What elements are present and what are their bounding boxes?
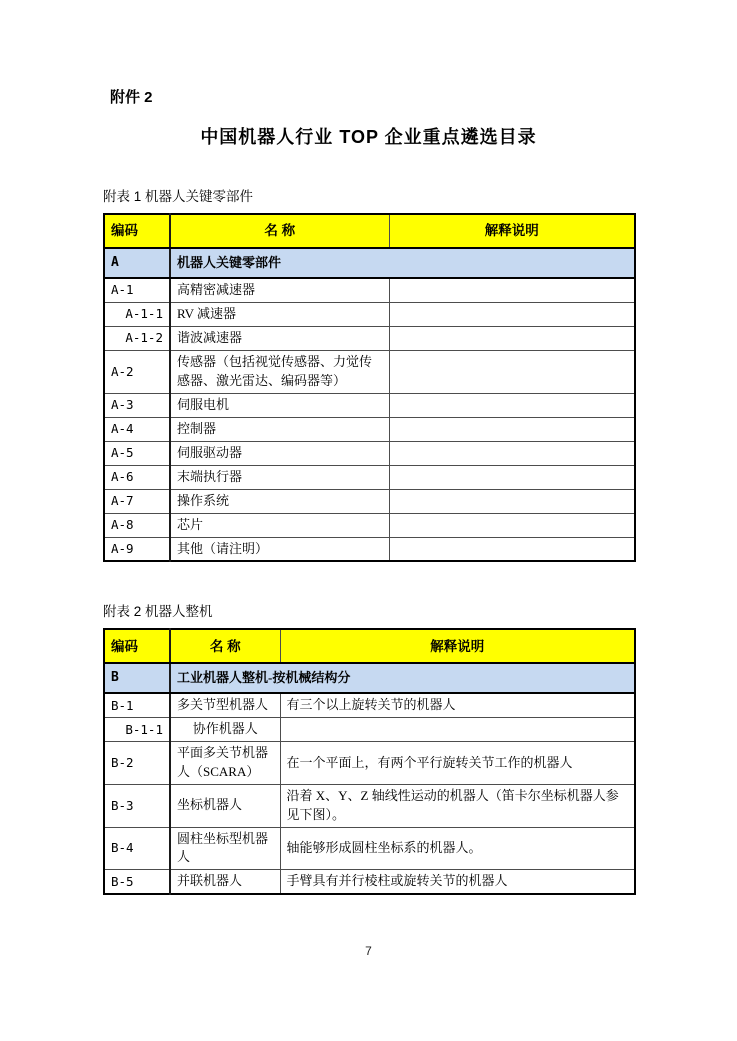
cell-desc: 有三个以上旋转关节的机器人 (280, 693, 635, 717)
cell-desc (389, 465, 635, 489)
table1-caption: 附表 1 机器人关键零部件 (103, 189, 254, 204)
cell-code: B-3 (104, 784, 170, 827)
table2-caption: 附表 2 机器人整机 (103, 604, 213, 620)
cell-desc (389, 302, 635, 326)
cell-code: A-9 (104, 537, 170, 561)
cell-name: 协作机器人 (170, 718, 280, 742)
column-header-code: 编码 (104, 214, 170, 248)
table-key-components (103, 213, 636, 562)
cell-name: 操作系统 (170, 489, 389, 513)
cell-desc: 轴能够形成圆柱坐标系的机器人。 (280, 827, 635, 870)
cell-name: 多关节型机器人 (170, 693, 280, 717)
cell-section-code: B (104, 663, 170, 693)
table-row (104, 465, 635, 489)
cell-name: 其他（请注明） (170, 537, 389, 561)
cell-name: 平面多关节机器人（SCARA） (170, 742, 280, 785)
cell-section-name: 工业机器人整机-按机械结构分 (170, 663, 635, 693)
table-row (104, 742, 635, 785)
table-complete-robots (103, 628, 636, 895)
cell-desc (389, 441, 635, 465)
table-row (104, 278, 635, 302)
column-header-description: 解释说明 (280, 629, 635, 663)
cell-name: 高精密减速器 (170, 278, 389, 302)
table-row (104, 537, 635, 561)
column-header-code: 编码 (104, 629, 170, 663)
table-body (104, 693, 635, 894)
cell-name: 坐标机器人 (170, 784, 280, 827)
cell-name: 伺服电机 (170, 393, 389, 417)
table-row (104, 827, 635, 870)
cell-code: B-1 (104, 693, 170, 717)
cell-desc (389, 417, 635, 441)
cell-name: 传感器（包括视觉传感器、力觉传感器、激光雷达、编码器等） (170, 350, 389, 393)
cell-desc (389, 350, 635, 393)
cell-code: A-6 (104, 465, 170, 489)
cell-code: A-1-2 (104, 326, 170, 350)
cell-name: 谐波减速器 (170, 326, 389, 350)
cell-desc (389, 489, 635, 513)
cell-code: A-8 (104, 513, 170, 537)
table-body (104, 278, 635, 561)
table-row (104, 693, 635, 717)
cell-section-code: A (104, 248, 170, 278)
cell-desc (389, 393, 635, 417)
cell-desc: 沿着 X、Y、Z 轴线性运动的机器人（笛卡尔坐标机器人参见下图）。 (280, 784, 635, 827)
cell-desc (389, 278, 635, 302)
attachment-label: 附件 2 (110, 89, 153, 106)
page-number: 7 (365, 944, 372, 958)
cell-code: B-1-1 (104, 718, 170, 742)
table-row (104, 718, 635, 742)
cell-code: A-3 (104, 393, 170, 417)
cell-name: 伺服驱动器 (170, 441, 389, 465)
column-header-name: 名 称 (170, 629, 280, 663)
cell-desc (280, 718, 635, 742)
cell-code: B-4 (104, 827, 170, 870)
cell-code: A-5 (104, 441, 170, 465)
table-row (104, 513, 635, 537)
cell-name: 末端执行器 (170, 465, 389, 489)
table-row (104, 393, 635, 417)
table-row (104, 350, 635, 393)
table-row (104, 326, 635, 350)
cell-section-name: 机器人关键零部件 (170, 248, 635, 278)
cell-name: 芯片 (170, 513, 389, 537)
cell-code: A-1-1 (104, 302, 170, 326)
table-header-row (104, 629, 635, 663)
cell-code: B-5 (104, 870, 170, 894)
table-row (104, 489, 635, 513)
cell-desc (389, 326, 635, 350)
cell-code: A-4 (104, 417, 170, 441)
cell-code: A-1 (104, 278, 170, 302)
cell-name: 控制器 (170, 417, 389, 441)
table-row (104, 870, 635, 894)
cell-desc: 手臂具有并行棱柱或旋转关节的机器人 (280, 870, 635, 894)
cell-name: RV 减速器 (170, 302, 389, 326)
cell-desc (389, 537, 635, 561)
cell-code: B-2 (104, 742, 170, 785)
section-row (104, 248, 635, 278)
table-row (104, 417, 635, 441)
cell-desc: 在一个平面上，有两个平行旋转关节工作的机器人 (280, 742, 635, 785)
cell-desc (389, 513, 635, 537)
table-row (104, 302, 635, 326)
cell-name: 圆柱坐标型机器人 (170, 827, 280, 870)
table-row (104, 784, 635, 827)
table-header-row (104, 214, 635, 248)
cell-name: 并联机器人 (170, 870, 280, 894)
cell-code: A-2 (104, 350, 170, 393)
table-row (104, 441, 635, 465)
cell-code: A-7 (104, 489, 170, 513)
page-title: 中国机器人行业 TOP 企业重点遴选目录 (200, 127, 537, 147)
column-header-description: 解释说明 (389, 214, 635, 248)
column-header-name: 名 称 (170, 214, 389, 248)
section-row (104, 663, 635, 693)
